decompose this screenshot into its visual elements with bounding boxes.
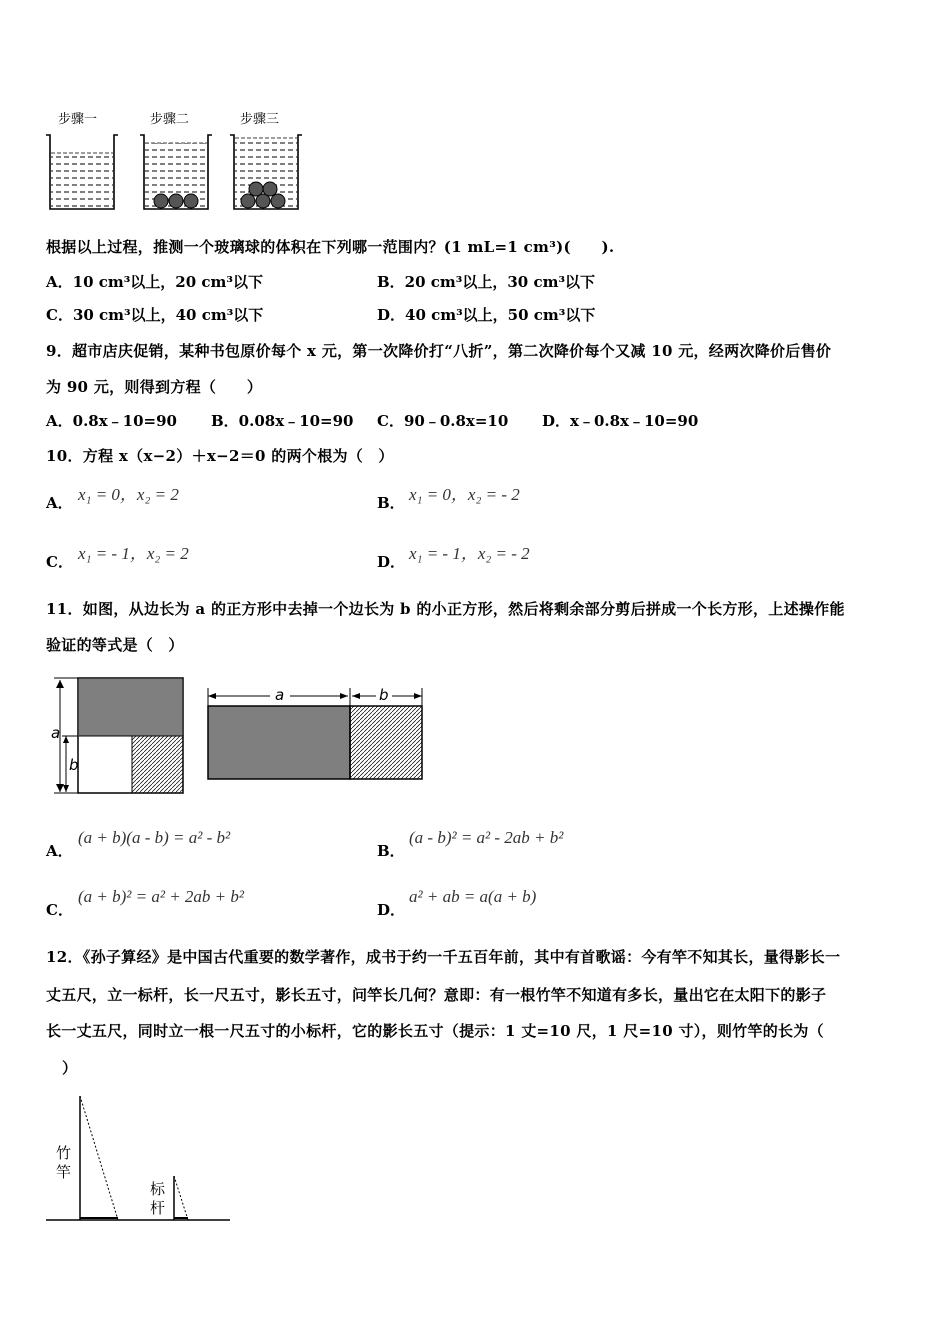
q9-stem-line1: 9．超市店庆促销，某种书包原价每个 x 元，第一次降价打“八折”，第二次降价每个又减 10 元，经两次降价后售价 [46, 342, 832, 360]
q8-option-d: D．40 cm³以上，50 cm³以下 [377, 306, 596, 324]
q10-option-a-label: A． [46, 494, 73, 512]
beaker-drawing [40, 105, 310, 215]
q11-option-b-label: B． [377, 842, 405, 860]
q11-stem-line1: 11．如图，从边长为 a 的正方形中去掉一个边长为 b 的小正方形，然后将剩余部分剪后拼成一个长方形，上述操作能 [46, 600, 845, 618]
q8-option-b: B．20 cm³以上，30 cm³以下 [377, 273, 596, 291]
q10-stem: 10．方程 x（x−2）＋x−2＝0 的两个根为（ ） [46, 447, 394, 465]
q8-option-c: C．30 cm³以上，40 cm³以下 [46, 306, 264, 324]
long-rectangle-b [350, 706, 422, 779]
beaker-label-3: 步骤三 [240, 112, 280, 127]
rod-sun-ray [174, 1176, 188, 1220]
fig-label-b-left: b [69, 756, 79, 774]
q12-stem-line2: 丈五尺，立一标杆，长一尺五寸，影长五寸，问竿长几何？意即：有一根竹竿不知道有多长，量出它在太阳下的影子 [46, 986, 827, 1004]
q10-option-b-label: B． [377, 494, 405, 512]
q8-stem: 根据以上过程，推测一个玻璃球的体积在下列哪一范围内？(1 mL=1 cm³)( ). [46, 238, 615, 256]
q10-option-c-math: x₁ = - 1，x₂ = 2 [78, 544, 189, 563]
long-rectangle-a [208, 706, 350, 779]
q11-option-d-label: D． [377, 901, 406, 919]
square-rectangle-figure [48, 672, 438, 802]
q9-option-b: B．0.08x﹣10=90 [211, 412, 354, 430]
q12-stem-line4: ） [62, 1059, 78, 1077]
pole-label: 竹竿 [56, 1144, 72, 1181]
q11-option-b-math: (a - b)² = a² - 2ab + b² [409, 828, 564, 847]
q11-option-a-math: (a + b)(a - b) = a² - b² [78, 828, 231, 847]
fig-label-b-right: b [379, 686, 389, 704]
q9-option-d: D．x﹣0.8x﹣10=90 [542, 412, 699, 430]
q9-option-c: C．90﹣0.8x=10 [377, 412, 509, 430]
fig-label-a-left: a [51, 724, 61, 742]
q11-option-c-math: (a + b)² = a² + 2ab + b² [78, 887, 244, 906]
q12-stem-line3: 长一丈五尺，同时立一根一尺五寸的小标杆，它的影长五寸（提示：1 丈=10 尺，1 尺=10 寸），则竹竿的长为（ [46, 1022, 824, 1040]
fig-label-a-right: a [275, 686, 285, 704]
small-square [132, 736, 183, 793]
q11-stem-line2: 验证的等式是（ ） [46, 636, 184, 654]
beaker-label-2: 步骤二 [150, 112, 190, 127]
pole-shadow-figure [44, 1090, 244, 1230]
pole-sun-ray [80, 1096, 118, 1220]
q9-option-a: A．0.8x﹣10=90 [46, 412, 177, 430]
q11-option-d-math: a² + ab = a(a + b) [409, 887, 537, 906]
q11-option-a-label: A． [46, 842, 73, 860]
q10-option-d-label: D． [377, 553, 406, 571]
beaker-label-1: 步骤一 [58, 112, 98, 127]
q10-option-b-math: x₁ = 0，x₂ = - 2 [409, 485, 520, 504]
q8-option-a: A．10 cm³以上，20 cm³以下 [46, 273, 263, 291]
q10-option-d-math: x₁ = - 1，x₂ = - 2 [409, 544, 530, 563]
q11-option-c-label: C． [46, 901, 73, 919]
q10-option-c-label: C． [46, 553, 73, 571]
rod-label: 标杆 [150, 1180, 166, 1217]
q12-stem-line1: 12．《孙子算经》是中国古代重要的数学著作，成书于约一千五百年前，其中有首歌谣：今有竿不知其长，量得影长一 [46, 948, 841, 966]
beaker-figure [40, 105, 310, 215]
q9-stem-line2: 为 90 元，则得到方程（ ） [46, 378, 263, 396]
q10-option-a-math: x₁ = 0，x₂ = 2 [78, 485, 179, 504]
